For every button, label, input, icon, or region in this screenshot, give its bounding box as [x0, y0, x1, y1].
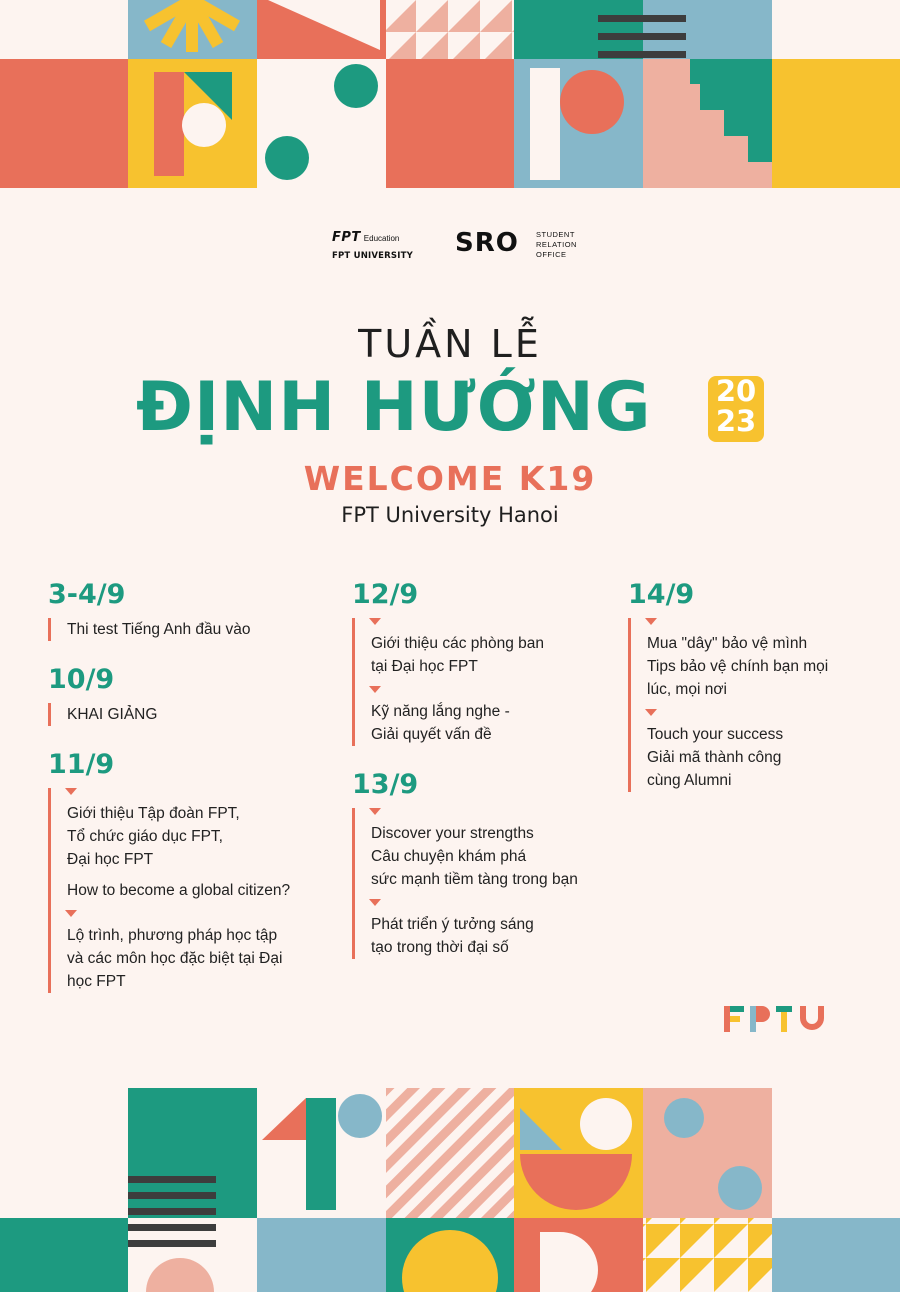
schedule-column-1 [48, 578, 333, 1015]
triangle-marker-icon [369, 899, 381, 906]
schedule-day [48, 663, 333, 726]
event-list [48, 703, 333, 726]
schedule-day [352, 578, 612, 746]
triangle-marker-icon [369, 808, 381, 815]
schedule-day [48, 748, 333, 993]
event-line: cùng Alumni [647, 772, 732, 789]
title-main-row [0, 368, 900, 446]
event-line: lúc, mọi nơi [647, 681, 727, 698]
sro-line-2: RELATION [536, 240, 577, 249]
schedule-day [352, 768, 612, 959]
event-line: KHAI GIẢNG [67, 706, 158, 723]
triangle-marker-icon [369, 686, 381, 693]
event-line: Lộ trình, phương pháp học tập [67, 927, 278, 944]
year-top: 20 [715, 374, 757, 408]
schedule-column-2 [352, 578, 612, 981]
sro-line-3: OFFICE [536, 250, 567, 259]
top-pattern [0, 0, 900, 188]
event-item [67, 788, 333, 871]
event-item [67, 879, 333, 902]
fpt-mark: FPT [332, 230, 361, 245]
event-line: Phát triển ý tưởng sáng [371, 916, 534, 933]
event-line: và các môn học đặc biệt tại Đại [67, 950, 283, 967]
schedule-day [628, 578, 878, 792]
event-line: học FPT [67, 973, 126, 990]
event-item [371, 808, 612, 891]
event-list [48, 618, 333, 641]
bottom-pattern [0, 1088, 900, 1292]
event-item [647, 618, 878, 701]
event-line: Touch your success [647, 726, 784, 743]
event-line: How to become a global citizen? [67, 882, 291, 899]
event-item [647, 709, 878, 792]
title-week: TUẦN LỄ [358, 322, 542, 366]
event-line: Thi test Tiếng Anh đầu vào [67, 621, 251, 638]
schedule-date: 10/9 [48, 664, 115, 695]
year-bottom: 23 [715, 404, 757, 438]
event-list [628, 618, 878, 792]
event-line: Câu chuyện khám phá [371, 848, 527, 865]
title-orientation: ĐỊNH HƯỚNG [136, 368, 652, 447]
fptu-mark-graphic [722, 1002, 832, 1036]
triangle-marker-icon [369, 618, 381, 625]
schedule-date: 3-4/9 [48, 579, 126, 610]
top-pattern-band [0, 0, 900, 188]
year-badge [708, 376, 764, 442]
schedule-day [48, 578, 333, 641]
schedule-date: 11/9 [48, 749, 115, 780]
fptu-logo [722, 1002, 832, 1036]
fpt-university-label: FPT UNIVERSITY [332, 251, 413, 261]
event-line: Giải quyết vấn đề [371, 726, 492, 743]
event-line: Kỹ năng lắng nghe - [371, 703, 510, 720]
schedule-date: 14/9 [628, 579, 695, 610]
event-list [352, 618, 612, 746]
event-line: Giải mã thành công [647, 749, 782, 766]
university-subtitle: FPT University Hanoi [341, 503, 559, 527]
event-line: Mua "dây" bảo vệ mình [647, 635, 808, 652]
triangle-marker-icon [65, 788, 77, 795]
event-line: Tổ chức giáo dục FPT, [67, 828, 223, 845]
event-line: Discover your strengths [371, 825, 534, 842]
event-item [371, 899, 612, 959]
event-line: Giới thiệu các phòng ban [371, 635, 545, 652]
sro-line-1: STUDENT [536, 230, 575, 239]
event-line: sức mạnh tiềm tàng trong bạn [371, 871, 578, 888]
triangle-marker-icon [645, 709, 657, 716]
event-line: Giới thiệu Tập đoàn FPT, [67, 805, 240, 822]
triangle-marker-icon [645, 618, 657, 625]
event-line: tạo trong thời đại số [371, 939, 509, 956]
triangle-marker-icon [65, 910, 77, 917]
bottom-pattern-band [0, 1088, 900, 1292]
event-line: Đại học FPT [67, 851, 154, 868]
schedule-date: 12/9 [352, 579, 419, 610]
event-list [48, 788, 333, 993]
fpt-education-label: Education [363, 234, 400, 243]
event-item [371, 686, 612, 746]
event-line: tại Đại học FPT [371, 658, 478, 675]
event-list [352, 808, 612, 959]
title-block [0, 320, 900, 530]
schedule-column-3 [628, 578, 878, 814]
event-line: Tips bảo vệ chính bạn mọi [647, 658, 829, 675]
sro-mark: SRO [455, 228, 519, 258]
sro-full-name [536, 230, 616, 260]
event-item [371, 618, 612, 678]
event-item [67, 910, 333, 993]
schedule-date: 13/9 [352, 769, 419, 800]
event-item [67, 618, 333, 641]
event-item [67, 703, 333, 726]
welcome-heading: WELCOME K19 [303, 459, 597, 498]
logo-row [0, 225, 900, 265]
fpt-education-logo [332, 228, 436, 261]
